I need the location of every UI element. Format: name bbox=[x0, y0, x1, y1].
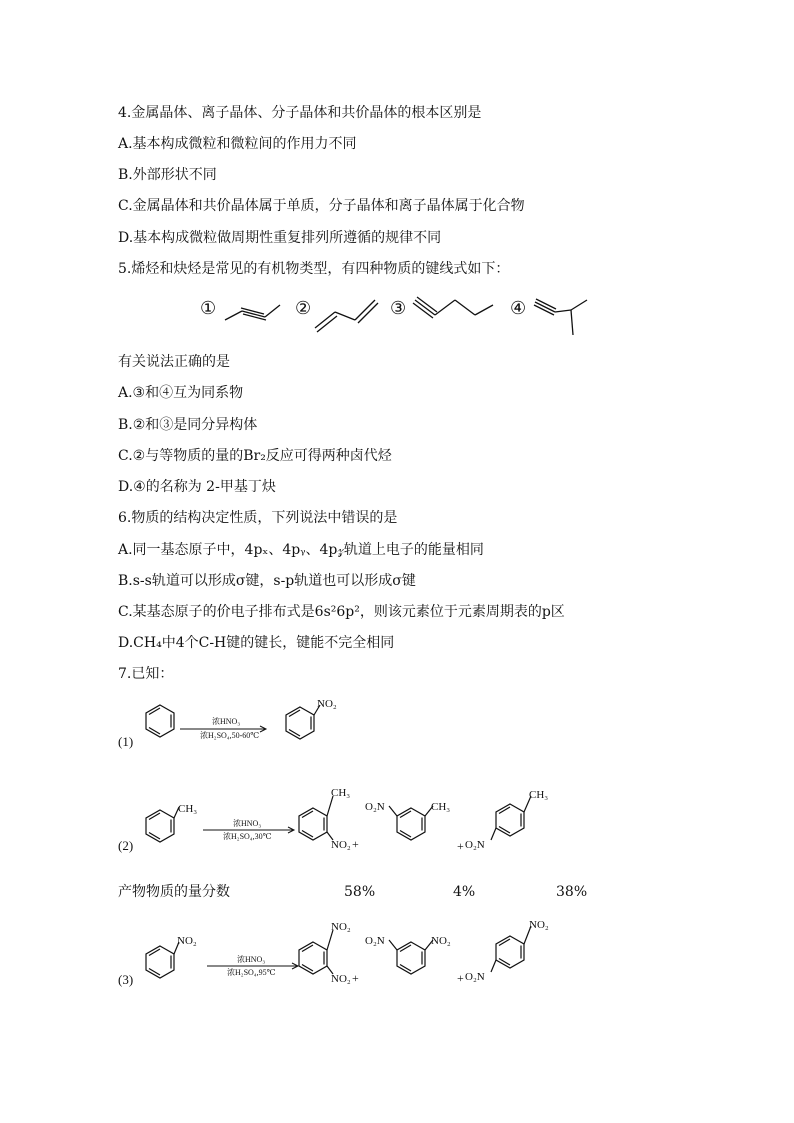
meta-nitrotoluene bbox=[389, 806, 433, 840]
q6-option-d: D.CH₄中4个C-H键的键长，键能不完全相同 bbox=[118, 635, 395, 651]
reaction-2-label: (2) bbox=[118, 838, 134, 853]
o2n-group: O₂N bbox=[465, 839, 485, 851]
q4-option-d: D.基本构成微粒做周期性重复排列所遵循的规律不同 bbox=[118, 230, 442, 246]
no2-group: NO₂ bbox=[331, 839, 351, 851]
structure-label-4: ④ bbox=[510, 298, 527, 318]
q4-option-b: B.外部形状不同 bbox=[118, 167, 217, 183]
reaction-3-label: (3) bbox=[118, 972, 134, 987]
structure-2-butadiene bbox=[315, 300, 378, 332]
reagent-top: 浓HNO₃ bbox=[233, 819, 262, 828]
q5-option-d: D.④的名称为 2-甲基丁炔 bbox=[118, 479, 276, 495]
q6-stem: 6.物质的结构决定性质，下列说法中错误的是 bbox=[118, 510, 398, 526]
q4-option-a: A.基本构成微粒和微粒间的作用力不同 bbox=[118, 136, 357, 152]
q6-option-c: C.某基态原子的价电子排布式是6s²6p²，则该元素位于元素周期表的p区 bbox=[118, 604, 565, 620]
q5-option-a: A.③和④互为同系物 bbox=[118, 385, 244, 401]
reagent-bottom: 浓H₂SO₄,30℃ bbox=[223, 832, 272, 841]
no2-group: NO₂ bbox=[331, 921, 351, 933]
plus-sign: + bbox=[457, 839, 464, 853]
reagent-bottom: 浓H₂SO₄,95℃ bbox=[227, 968, 276, 977]
q6-option-a: A.同一基态原子中，4pₓ、4pᵧ、4p𝓏轨道上电子的能量相同 bbox=[118, 542, 484, 558]
q4-stem: 4.金属晶体、离子晶体、分子晶体和共价晶体的根本区别是 bbox=[118, 105, 482, 121]
toluene-ring bbox=[146, 807, 179, 842]
ortho-dinitrobenzene bbox=[299, 930, 333, 974]
nitrobenzene-ring bbox=[286, 705, 320, 739]
reaction-3-figure bbox=[115, 912, 575, 990]
reagent-top: 浓HNO₃ bbox=[237, 955, 266, 964]
fraction-meta: 4% bbox=[453, 884, 476, 900]
structure-label-3: ③ bbox=[390, 298, 407, 318]
no2-group: NO₂ bbox=[431, 935, 451, 947]
ortho-nitrotoluene bbox=[299, 796, 333, 840]
fraction-ortho: 58% bbox=[344, 884, 376, 900]
o2n-group: O₂N bbox=[365, 801, 385, 813]
o2n-group: O₂N bbox=[365, 935, 385, 947]
plus-sign: + bbox=[457, 971, 464, 985]
no2-group: NO₂ bbox=[529, 919, 549, 931]
nitrobenzene-ring bbox=[146, 942, 179, 978]
para-nitrotoluene bbox=[491, 796, 531, 840]
q5-stem: 5.烯烃和炔烃是常见的有机物类型，有四种物质的键线式如下： bbox=[118, 261, 510, 277]
structure-3-1-pentyne bbox=[413, 297, 493, 318]
fraction-para: 38% bbox=[556, 884, 588, 900]
reaction-1-label: (1) bbox=[118, 734, 134, 749]
q7-stem: 7.已知： bbox=[118, 666, 174, 682]
no2-group: NO₂ bbox=[317, 698, 337, 710]
no2-group: NO₂ bbox=[331, 973, 351, 985]
plus-sign: + bbox=[352, 971, 359, 985]
o2n-group: O₂N bbox=[465, 971, 485, 983]
fraction-label: 产物物质的量分数 bbox=[118, 884, 230, 900]
plus-sign: + bbox=[352, 837, 359, 851]
reaction-1-figure bbox=[115, 695, 375, 755]
ch3-group: CH₃ bbox=[331, 787, 351, 799]
reagent-top: 浓HNO₃ bbox=[212, 717, 241, 726]
structure-label-1: ① bbox=[200, 298, 217, 318]
no2-group: NO₂ bbox=[177, 935, 197, 947]
benzene-ring bbox=[146, 705, 174, 737]
structure-1-2-butyne bbox=[225, 305, 280, 320]
ch3-group: CH₃ bbox=[178, 803, 198, 815]
structure-label-2: ② bbox=[295, 298, 312, 318]
q5-prompt: 有关说法正确的是 bbox=[118, 354, 230, 370]
ch3-group: CH₃ bbox=[529, 789, 549, 801]
q6-option-b: B.s-s轨道可以形成σ键，s-p轨道也可以形成σ键 bbox=[118, 573, 416, 589]
meta-dinitrobenzene bbox=[389, 940, 433, 974]
para-dinitrobenzene bbox=[491, 926, 531, 972]
q5-option-b: B.②和③是同分异构体 bbox=[118, 417, 258, 433]
reagent-bottom: 浓H₂SO₄,50-60℃ bbox=[200, 731, 260, 740]
q4-option-c: C.金属晶体和共价晶体属于单质，分子晶体和离子晶体属于化合物 bbox=[118, 198, 525, 214]
reaction-2-figure bbox=[115, 780, 575, 858]
q5-option-c: C.②与等物质的量的Br₂反应可得两种卤代烃 bbox=[118, 448, 392, 464]
structure-4-3-methyl-1-butyne bbox=[534, 299, 587, 335]
ch3-group: CH₃ bbox=[431, 801, 451, 813]
q5-structures-figure bbox=[195, 290, 605, 340]
